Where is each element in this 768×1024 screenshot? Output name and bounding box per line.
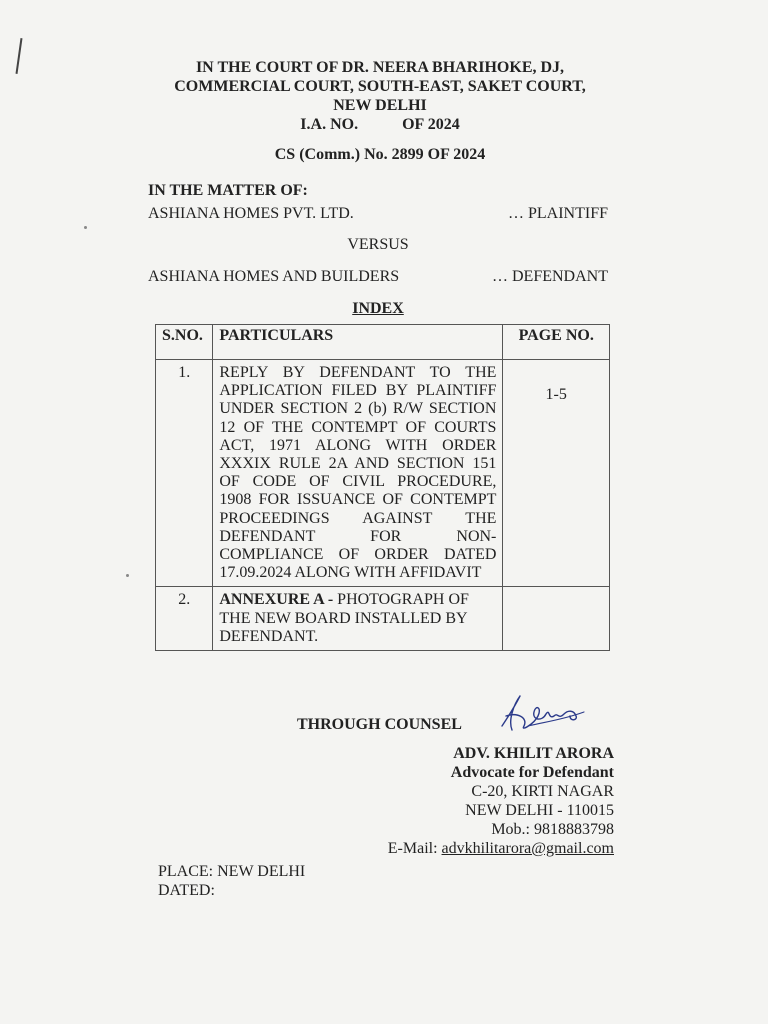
advocate-block — [388, 744, 614, 858]
defendant-role: … DEFENDANT — [492, 268, 608, 285]
ia-label: I.A. NO. — [300, 116, 359, 133]
defendant-name: ASHIANA HOMES AND BUILDERS — [148, 268, 400, 285]
place-line: PLACE: NEW DELHI — [158, 863, 306, 880]
address-line-2: NEW DELHI - 110015 — [465, 802, 614, 819]
ia-number-line — [100, 115, 660, 134]
email-line — [388, 839, 614, 858]
row-page — [503, 587, 610, 651]
row-sno: 1. — [156, 360, 213, 587]
column-header-particulars: PARTICULARS — [213, 325, 503, 360]
table-row — [156, 587, 610, 651]
plaintiff-row — [148, 205, 608, 223]
row-sno: 2. — [156, 587, 213, 651]
row-page: 1-5 — [503, 360, 610, 587]
defendant-row — [148, 268, 608, 286]
matter-title: IN THE MATTER OF: — [148, 182, 308, 199]
scan-speck — [126, 574, 129, 577]
plaintiff-role: … PLAINTIFF — [507, 205, 608, 222]
case-number: CS (Comm.) No. 2899 OF 2024 — [274, 146, 486, 163]
versus-label: VERSUS — [347, 236, 409, 253]
dated-line: DATED: — [158, 882, 215, 899]
place-date-block — [158, 862, 305, 900]
court-line-2: COMMERCIAL COURT, SOUTH-EAST, SAKET COURT, — [174, 78, 586, 95]
advocate-role: Advocate for Defendant — [450, 764, 614, 781]
table-header-row — [156, 325, 610, 360]
index-table — [155, 324, 610, 651]
court-line-1: IN THE COURT OF DR. NEERA BHARIHOKE, DJ, — [195, 59, 565, 76]
pen-mark — [16, 38, 23, 74]
through-counsel: THROUGH COUNSEL — [297, 716, 462, 733]
column-header-page: PAGE NO. — [503, 325, 610, 360]
annexure-label: ANNEXURE A - — [219, 591, 334, 609]
plaintiff-name: ASHIANA HOMES PVT. LTD. — [148, 205, 354, 222]
mobile-number: Mob.: 9818883798 — [491, 821, 614, 838]
court-header — [100, 58, 660, 134]
email-label: E-Mail: — [387, 840, 442, 857]
advocate-name: ADV. KHILIT ARORA — [453, 745, 614, 762]
table-row — [156, 360, 610, 587]
address-line-1: C-20, KIRTI NAGAR — [471, 783, 614, 800]
scan-speck — [84, 226, 87, 229]
column-header-sno: S.NO. — [156, 325, 213, 360]
row-particulars — [213, 587, 503, 651]
court-line-3: NEW DELHI — [333, 97, 427, 114]
index-title: INDEX — [352, 300, 404, 317]
ia-year: OF 2024 — [402, 116, 460, 133]
annexure-text: PHOTOGRAPH OF THE NEW BOARD INSTALLED BY DEFENDANT. — [219, 591, 469, 645]
signature — [498, 690, 590, 738]
row-particulars: REPLY BY DEFENDANT TO THE APPLICATION FILED BY PLAINTIFF UNDER SECTION 2 (b) R/W SECTION 12 OF THE CONTEMPT OF COURTS ACT, 1971 ALONG WITH ORDER XXXIX RULE 2A AND SECTION 151 OF CODE OF CIVIL PROCEDURE, 1908 FOR ISSUANCE OF CONTEMPT PROCEEDINGS AGAINST THE DEFENDANT FOR NON-COMPLIANCE OF ORDER DATED 17.09.2024 ALONG WITH AFFIDAVIT — [213, 360, 503, 587]
email-link[interactable]: advkhilitarora@gmail.com — [441, 840, 614, 857]
